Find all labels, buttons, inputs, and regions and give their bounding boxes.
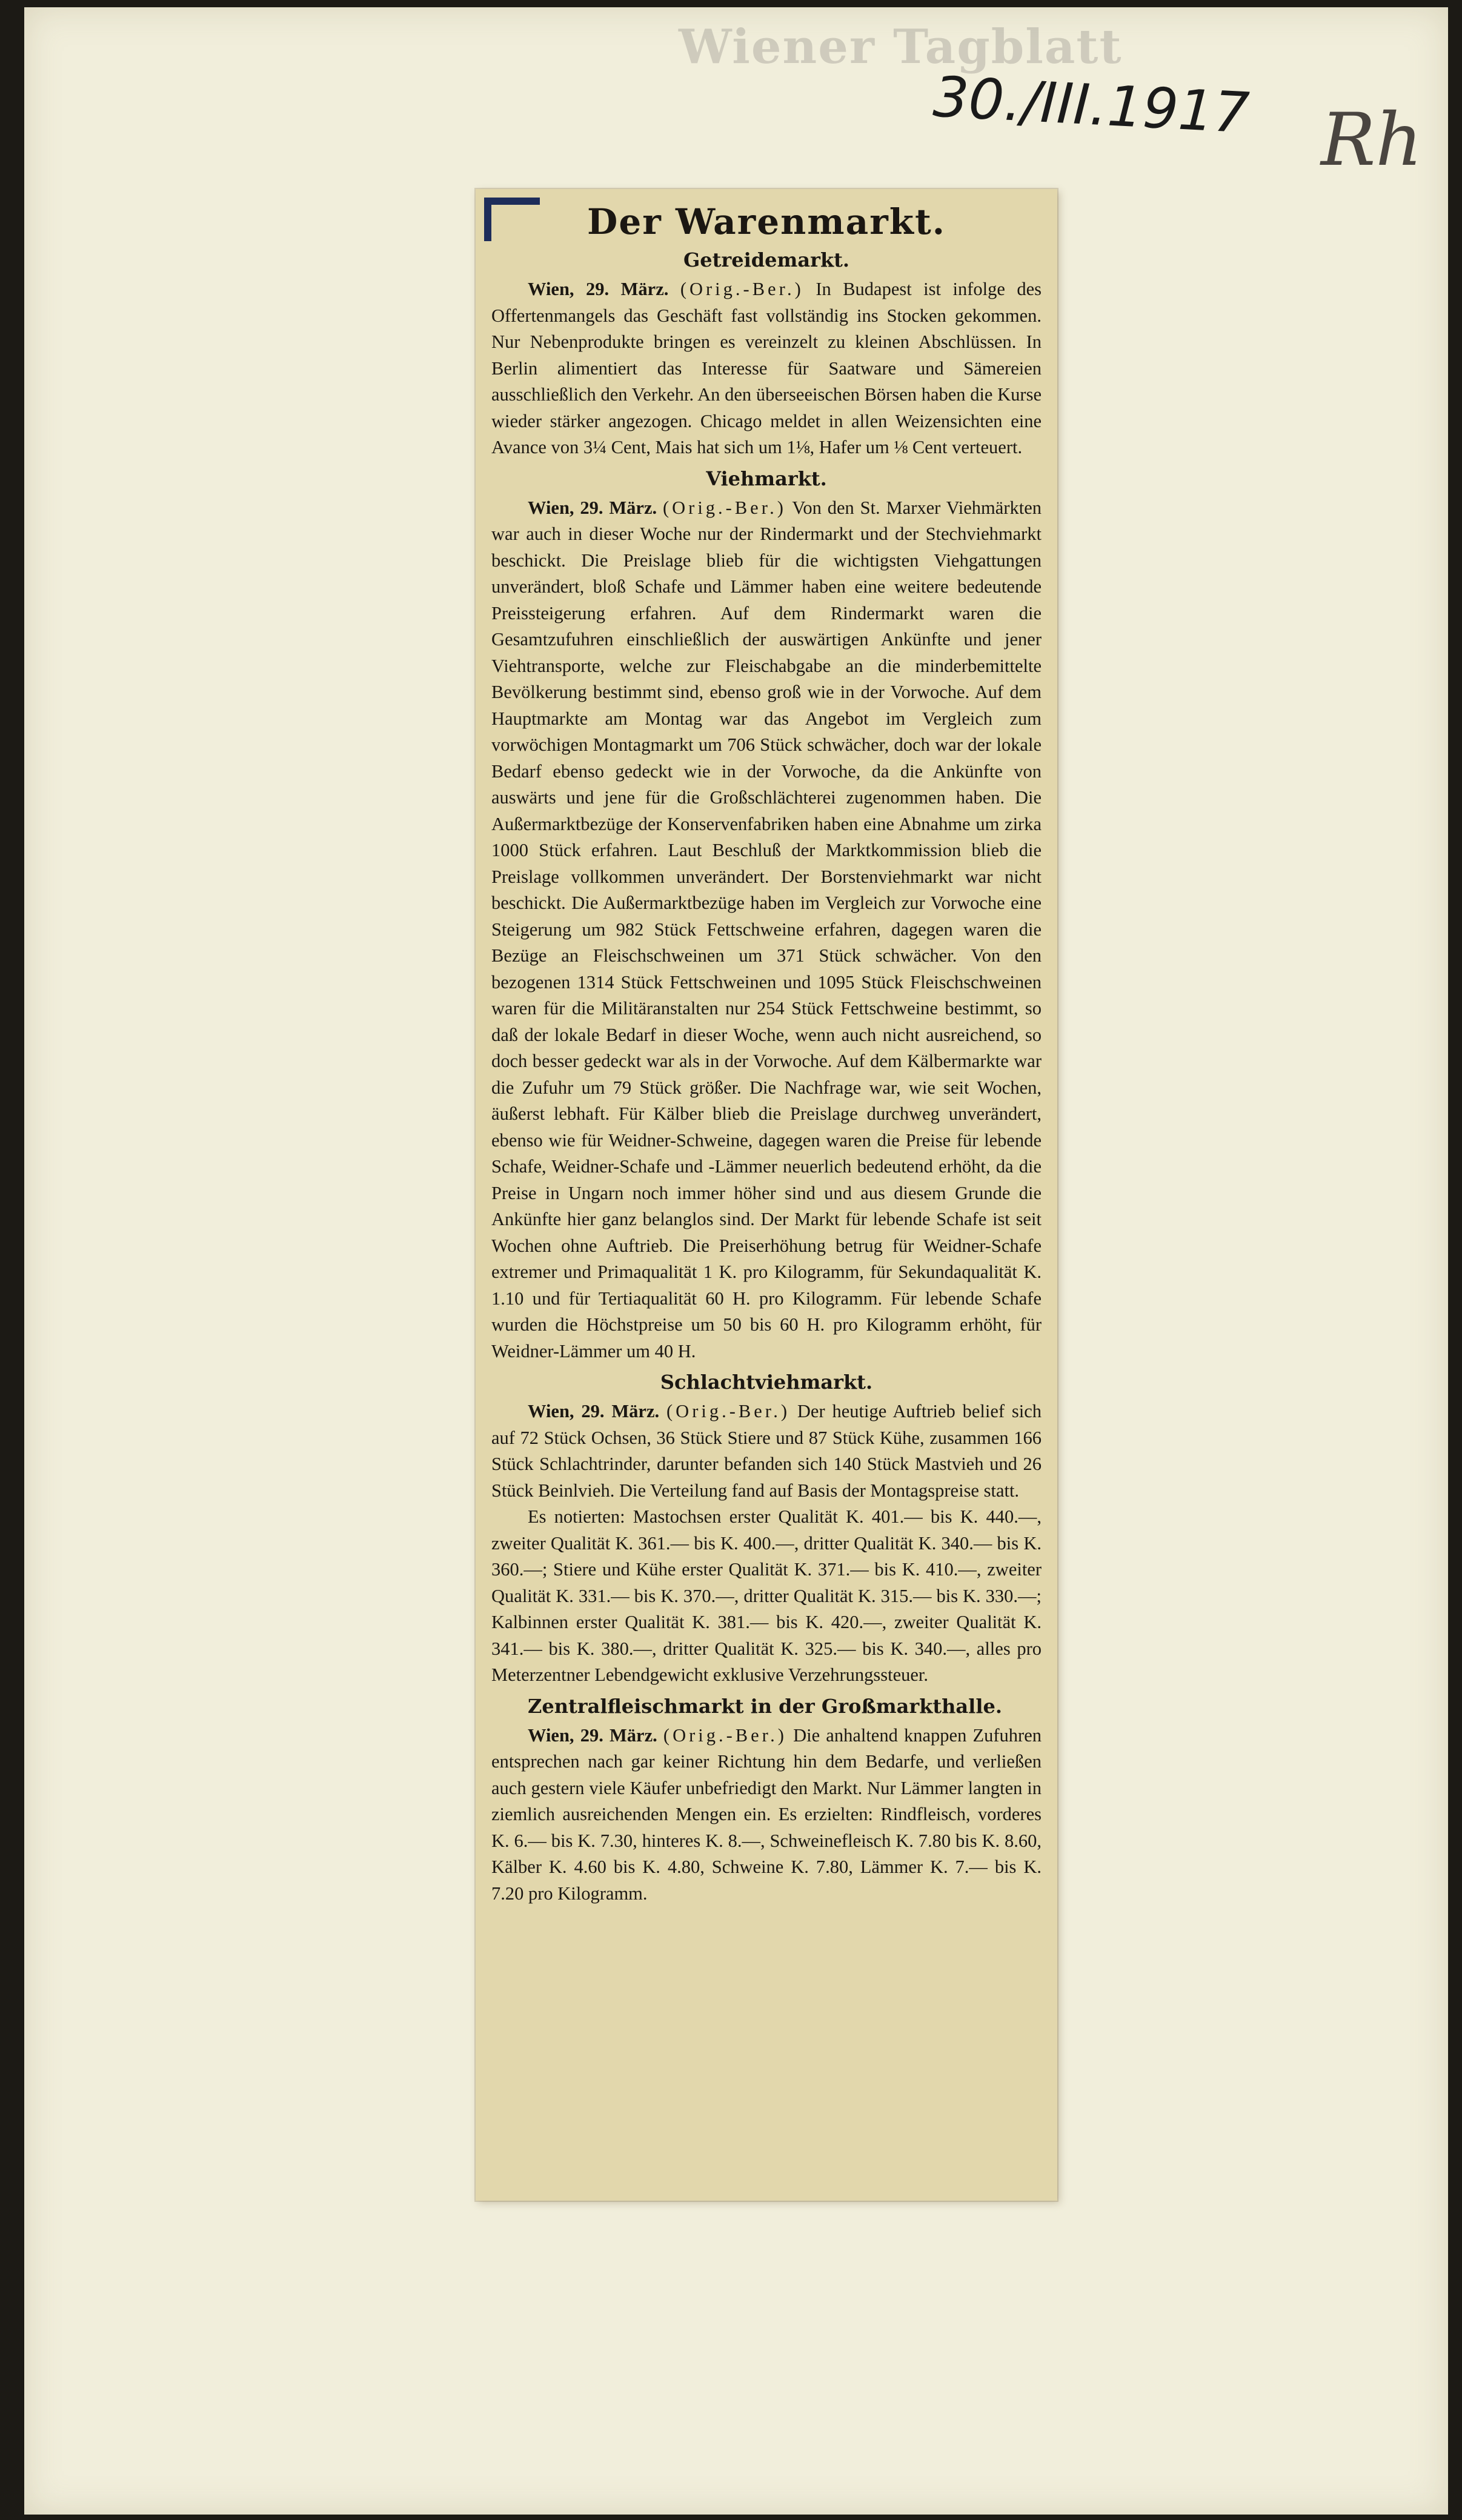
handwritten-initials: Rh <box>1321 98 1423 182</box>
article-title: Der Warenmarkt. <box>587 201 946 242</box>
source-tag: (Orig.-Ber.) <box>680 279 804 299</box>
blue-pencil-mark <box>484 198 540 241</box>
handwritten-date: 30./III.1917 <box>931 64 1251 146</box>
paragraph-text: Der heutige Auftrieb belief sich auf 72 Stück Ochsen, 36 Stück Stiere und 87 Stück Kühe, zusammen 166 Stück Schlachtrinder, darunter befanden sich 140 Stück Mastvieh und 26 Stück Beinlvieh. Die Verteilung fand auf Basis der Montagspreise statt. <box>491 1401 1042 1501</box>
section-body-schlachtviehmarkt <box>491 1398 1042 1504</box>
source-tag: (Orig.-Ber.) <box>662 497 786 518</box>
source-tag: (Orig.-Ber.) <box>663 1724 787 1746</box>
section-heading-zentralfleischmarkt: Zentralfleischmarkt in der Großmarkthalle. <box>528 1694 1002 1718</box>
archive-sheet <box>24 7 1448 2515</box>
section-body-zentralfleischmarkt <box>491 1723 1042 1907</box>
section-heading-schlachtviehmarkt: Schlachtviehmarkt. <box>660 1371 873 1394</box>
section-body-getreidemarkt <box>491 276 1042 461</box>
newspaper-clipping <box>476 189 1057 2201</box>
dateline: Wien, 29. März. <box>528 1401 660 1421</box>
dateline: Wien, 29. März. <box>528 1724 657 1746</box>
newspaper-stamp: Wiener Tagblatt <box>679 19 1123 75</box>
paragraph-text: In Budapest ist infolge des Offertenmangels das Geschäft fast vollständig ins Stocken gekommen. Nur Nebenprodukte bringen es vereinzelt zu kleinen Abschlüssen. In Berlin alimentiert das Interesse für Saatware und Sämereien ausschließlich den Verkehr. An den überseeischen Börsen haben die Kurse wieder stärker angezogen. Chicago meldet in allen Weizensichten eine Avance von 3¼ Cent, Mais hat sich um 1⅛, Hafer um ⅛ Cent verteuert. <box>491 279 1042 457</box>
source-tag: (Orig.-Ber.) <box>666 1401 790 1421</box>
dateline: Wien, 29. März. <box>528 497 657 518</box>
section-body-viehmarkt <box>491 495 1042 1365</box>
price-quotes-paragraph: Es notierten: Mastochsen erster Qualität K. 401.— bis K. 440.—, zweiter Qualität K. 361.— bis K. 400.—, dritter Qualität K. 340.— bis K. 360.—; Stiere und Kühe erster Qualität K. 371.— bis K. 410.—, zweiter Qualität K. 331.— bis K. 370.—, dritter Qualität K. 315.— bis K. 330.—; Kalbinnen erster Qualität K. 381.— bis K. 420.—, zweiter Qualität K. 341.— bis K. 380.—, dritter Qualität K. 325.— bis K. 340.—, alles pro Meterzentner Lebendgewicht exklusive Verzehrungssteuer. <box>491 1506 1042 1685</box>
paragraph-text: Von den St. Marxer Viehmärkten war auch in dieser Woche nur der Rindermarkt und der Stechviehmarkt beschickt. Die Preislage blieb für die wichtigsten Viehgattungen unverändert, bloß Schafe und Lämmer haben eine weitere bedeutende Preissteigerung erfahren. Auf dem Rindermarkt waren die Gesamtzufuhren einschließlich der auswärtigen Ankünfte und jener Viehtransporte, welche zur Fleischabgabe an die minderbemittelte Bevölkerung bestimmt sind, ebenso groß wie in der Vorwoche. Auf dem Hauptmarkte am Montag war das Angebot im Vergleich zum vorwöchigen Montagmarkt um 706 Stück schwächer, doch war der lokale Bedarf ebenso gedeckt wie in der Vorwoche, da die Ankünfte von auswärts und jene für die Großschlächterei zugenommen haben. Die Außermarktbezüge der Konservenfabriken haben eine Abnahme um zirka 1000 Stück erfahren. Laut Beschluß der Marktkommission blieb die Preislage vollkommen unverändert. Der Borstenviehmarkt war nicht beschickt. Die Außermarktbezüge haben im Vergleich zur Vorwoche eine Steigerung um 982 Stück Fettschweine erfahren, dagegen waren die Bezüge an Fleischschweinen um 371 Stück schwächer. Von den bezogenen 1314 Stück Fettschweinen und 1095 Stück Fleischschweinen waren für die Militäranstalten nur 254 Stück Fettschweine bestimmt, so daß der lokale Bedarf in dieser Woche, wenn auch nicht ausreichend, so doch besser gedeckt war als in der Vorwoche. Auf dem Kälbermarkte war die Zufuhr um 79 Stück größer. Die Nachfrage war, wie seit Wochen, äußerst lebhaft. Für Kälber blieb die Preislage durchweg unverändert, ebenso wie für Weidner-Schweine, dagegen waren die Preise für lebende Schafe, Weidner-Schafe und -Lämmer neuerlich bedeutend erhöht, da die Preise in Ungarn noch immer höher sind und aus diesem Grunde die Ankünfte hier ganz belanglos sind. Der Markt für lebende Schafe ist seit Wochen ohne Auftrieb. Die Preiserhöhung betrug für Weidner-Schafe extremer und Primaqualität 1 K. pro Kilogramm, für Sekundaqualität K. 1.10 und für Tertiaqualität 60 H. pro Kilogramm. Für lebende Schafe wurden die Höchstpreise um 50 bis 60 H. pro Kilogramm erhöht, für Weidner-Lämmer um 40 H. <box>491 497 1042 1361</box>
paragraph-text: Die anhaltend knappen Zufuhren entsprechen nach gar keiner Richtung hin dem Bedarfe, und verließen auch gestern viele Käufer unbefriedigt den Markt. Nur Lämmer langten in ziemlich ausreichenden Mengen ein. Es erzielten: Rindfleisch, vorderes K. 6.— bis K. 7.30, hinteres K. 8.—, Schweinefleisch K. 7.80 bis K. 8.60, Kälber K. 4.60 bis K. 4.80, Schweine K. 7.80, Lämmer K. 7.— bis K. 7.20 pro Kilogramm. <box>491 1724 1042 1904</box>
section-heading-getreidemarkt: Getreidemarkt. <box>683 248 850 271</box>
section-heading-viehmarkt: Viehmarkt. <box>706 467 827 490</box>
dateline: Wien, 29. März. <box>528 279 669 299</box>
